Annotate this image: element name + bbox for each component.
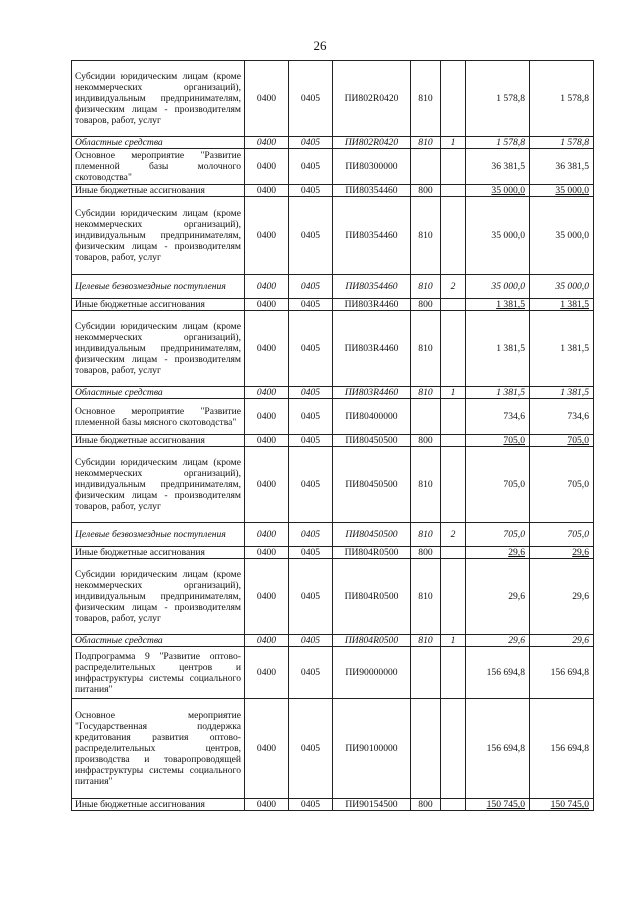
- target-article-code: ПИ80300000: [333, 149, 411, 185]
- row-name: Целевые безвозмездные поступления: [72, 523, 245, 547]
- table-row: [72, 699, 594, 799]
- subsection-code: 0405: [289, 399, 333, 435]
- target-article-code: ПИ804R0500: [333, 635, 411, 647]
- amount-1: 29,6: [466, 559, 530, 635]
- subsection-code: 0405: [289, 447, 333, 523]
- amount-1: 156 694,8: [466, 699, 530, 799]
- target-article-code: ПИ804R0500: [333, 547, 411, 559]
- row-name: Областные средства: [72, 137, 245, 149]
- source-code: [441, 185, 466, 197]
- section-code: 0400: [245, 185, 289, 197]
- source-code: [441, 61, 466, 137]
- amount-2: 734,6: [530, 399, 594, 435]
- source-code: 1: [441, 137, 466, 149]
- amount-2: 1 578,8: [530, 137, 594, 149]
- row-name: Иные бюджетные ассигнования: [72, 299, 245, 311]
- section-code: 0400: [245, 699, 289, 799]
- amount-1: 35 000,0: [466, 197, 530, 275]
- target-article-code: ПИ803R4460: [333, 299, 411, 311]
- row-name: Иные бюджетные ассигнования: [72, 799, 245, 811]
- section-code: 0400: [245, 197, 289, 275]
- amount-1: 29,6: [466, 547, 530, 559]
- table-row: [72, 61, 594, 137]
- subsection-code: 0405: [289, 137, 333, 149]
- page-number: 26: [313, 38, 327, 53]
- section-code: 0400: [245, 311, 289, 387]
- expense-type-code: 810: [411, 137, 441, 149]
- source-code: [441, 399, 466, 435]
- subsection-code: 0405: [289, 299, 333, 311]
- amount-1: 156 694,8: [466, 647, 530, 699]
- row-name: Иные бюджетные ассигнования: [72, 547, 245, 559]
- expense-type-code: 810: [411, 523, 441, 547]
- amount-1: 1 381,5: [466, 311, 530, 387]
- expense-type-code: 810: [411, 197, 441, 275]
- subsection-code: 0405: [289, 699, 333, 799]
- row-name: Подпрограмма 9 "Развитие оптово-распределительных центров и инфраструктуры системы социального питания": [72, 647, 245, 699]
- subsection-code: 0405: [289, 387, 333, 399]
- section-code: 0400: [245, 399, 289, 435]
- row-name: Основное мероприятие "Развитие племенной базы мясного скотоводства": [72, 399, 245, 435]
- amount-1: 35 000,0: [466, 185, 530, 197]
- row-name: Субсидии юридическим лицам (кроме некоммерческих организаций), индивидуальным предпринимателям, физическим лицам - производителям товаров, работ, услуг: [72, 61, 245, 137]
- amount-2: 1 381,5: [530, 299, 594, 311]
- expense-type-code: 810: [411, 635, 441, 647]
- amount-2: 705,0: [530, 447, 594, 523]
- table-row: [72, 137, 594, 149]
- amount-2: 29,6: [530, 559, 594, 635]
- amount-2: 35 000,0: [530, 185, 594, 197]
- expense-type-code: 810: [411, 559, 441, 635]
- target-article-code: ПИ90000000: [333, 647, 411, 699]
- target-article-code: ПИ80354460: [333, 275, 411, 299]
- section-code: 0400: [245, 447, 289, 523]
- amount-2: 1 381,5: [530, 387, 594, 399]
- amount-1: 705,0: [466, 447, 530, 523]
- table-row: [72, 399, 594, 435]
- amount-2: 705,0: [530, 435, 594, 447]
- source-code: 2: [441, 523, 466, 547]
- amount-1: 36 381,5: [466, 149, 530, 185]
- table-row: [72, 447, 594, 523]
- table-row: [72, 547, 594, 559]
- amount-2: 29,6: [530, 635, 594, 647]
- subsection-code: 0405: [289, 435, 333, 447]
- source-code: [441, 311, 466, 387]
- subsection-code: 0405: [289, 799, 333, 811]
- section-code: 0400: [245, 523, 289, 547]
- target-article-code: ПИ803R4460: [333, 311, 411, 387]
- section-code: 0400: [245, 647, 289, 699]
- expense-type-code: 810: [411, 275, 441, 299]
- source-code: [441, 149, 466, 185]
- expense-type-code: [411, 149, 441, 185]
- subsection-code: 0405: [289, 311, 333, 387]
- expense-type-code: [411, 699, 441, 799]
- target-article-code: ПИ802R0420: [333, 137, 411, 149]
- amount-2: 35 000,0: [530, 275, 594, 299]
- amount-1: 1 578,8: [466, 61, 530, 137]
- section-code: 0400: [245, 149, 289, 185]
- source-code: [441, 699, 466, 799]
- source-code: 1: [441, 387, 466, 399]
- target-article-code: ПИ90100000: [333, 699, 411, 799]
- table-row: [72, 635, 594, 647]
- amount-2: 705,0: [530, 523, 594, 547]
- source-code: 2: [441, 275, 466, 299]
- expense-type-code: 800: [411, 435, 441, 447]
- row-name: Областные средства: [72, 387, 245, 399]
- table-row: [72, 647, 594, 699]
- target-article-code: ПИ803R4460: [333, 387, 411, 399]
- table-row: [72, 523, 594, 547]
- subsection-code: 0405: [289, 275, 333, 299]
- expense-type-code: 810: [411, 387, 441, 399]
- section-code: 0400: [245, 547, 289, 559]
- section-code: 0400: [245, 299, 289, 311]
- section-code: 0400: [245, 435, 289, 447]
- amount-1: 35 000,0: [466, 275, 530, 299]
- target-article-code: ПИ80354460: [333, 197, 411, 275]
- row-name: Субсидии юридическим лицам (кроме некоммерческих организаций), индивидуальным предпринимателям, физическим лицам - производителям товаров, работ, услуг: [72, 559, 245, 635]
- amount-1: 705,0: [466, 523, 530, 547]
- table-row: [72, 387, 594, 399]
- section-code: 0400: [245, 275, 289, 299]
- row-name: Субсидии юридическим лицам (кроме некоммерческих организаций), индивидуальным предпринимателям, физическим лицам - производителям товаров, работ, услуг: [72, 447, 245, 523]
- amount-1: 29,6: [466, 635, 530, 647]
- section-code: 0400: [245, 635, 289, 647]
- source-code: 1: [441, 635, 466, 647]
- expense-type-code: 810: [411, 447, 441, 523]
- amount-1: 1 381,5: [466, 299, 530, 311]
- source-code: [441, 435, 466, 447]
- expense-type-code: 800: [411, 185, 441, 197]
- table-row: [72, 435, 594, 447]
- table-row: [72, 185, 594, 197]
- target-article-code: ПИ804R0500: [333, 559, 411, 635]
- amount-2: 35 000,0: [530, 197, 594, 275]
- target-article-code: ПИ80354460: [333, 185, 411, 197]
- row-name: Субсидии юридическим лицам (кроме некоммерческих организаций), индивидуальным предпринимателям, физическим лицам - производителям товаров, работ, услуг: [72, 311, 245, 387]
- row-name: Основное мероприятие "Развитие племенной базы молочного скотоводства": [72, 149, 245, 185]
- subsection-code: 0405: [289, 149, 333, 185]
- amount-2: 1 578,8: [530, 61, 594, 137]
- section-code: 0400: [245, 137, 289, 149]
- table-row: [72, 311, 594, 387]
- source-code: [441, 647, 466, 699]
- amount-2: 156 694,8: [530, 647, 594, 699]
- subsection-code: 0405: [289, 559, 333, 635]
- amount-2: 156 694,8: [530, 699, 594, 799]
- row-name: Иные бюджетные ассигнования: [72, 185, 245, 197]
- table-row: [72, 275, 594, 299]
- target-article-code: ПИ80400000: [333, 399, 411, 435]
- subsection-code: 0405: [289, 647, 333, 699]
- budget-table: [71, 60, 594, 811]
- source-code: [441, 799, 466, 811]
- amount-1: 705,0: [466, 435, 530, 447]
- table-row: [72, 559, 594, 635]
- amount-1: 150 745,0: [466, 799, 530, 811]
- row-name: Целевые безвозмездные поступления: [72, 275, 245, 299]
- source-code: [441, 299, 466, 311]
- amount-2: 36 381,5: [530, 149, 594, 185]
- source-code: [441, 559, 466, 635]
- source-code: [441, 447, 466, 523]
- source-code: [441, 197, 466, 275]
- expense-type-code: 800: [411, 799, 441, 811]
- target-article-code: ПИ802R0420: [333, 61, 411, 137]
- section-code: 0400: [245, 799, 289, 811]
- subsection-code: 0405: [289, 61, 333, 137]
- row-name: Областные средства: [72, 635, 245, 647]
- subsection-code: 0405: [289, 185, 333, 197]
- table-row: [72, 197, 594, 275]
- amount-1: 734,6: [466, 399, 530, 435]
- table-row: [72, 799, 594, 811]
- expense-type-code: [411, 647, 441, 699]
- subsection-code: 0405: [289, 197, 333, 275]
- expense-type-code: [411, 399, 441, 435]
- target-article-code: ПИ80450500: [333, 523, 411, 547]
- amount-2: 29,6: [530, 547, 594, 559]
- target-article-code: ПИ90154500: [333, 799, 411, 811]
- source-code: [441, 547, 466, 559]
- table-row: [72, 149, 594, 185]
- expense-type-code: 800: [411, 299, 441, 311]
- row-name: Иные бюджетные ассигнования: [72, 435, 245, 447]
- amount-1: 1 381,5: [466, 387, 530, 399]
- subsection-code: 0405: [289, 635, 333, 647]
- amount-2: 150 745,0: [530, 799, 594, 811]
- amount-2: 1 381,5: [530, 311, 594, 387]
- row-name: Субсидии юридическим лицам (кроме некоммерческих организаций), индивидуальным предпринимателям, физическим лицам - производителям товаров, работ, услуг: [72, 197, 245, 275]
- row-name: Основное мероприятие "Государственная поддержка кредитования развития оптово-распределительных центров, производства и товаропроводящей инфраструктуры системы социального питания": [72, 699, 245, 799]
- section-code: 0400: [245, 61, 289, 137]
- section-code: 0400: [245, 559, 289, 635]
- expense-type-code: 800: [411, 547, 441, 559]
- section-code: 0400: [245, 387, 289, 399]
- subsection-code: 0405: [289, 547, 333, 559]
- target-article-code: ПИ80450500: [333, 447, 411, 523]
- expense-type-code: 810: [411, 61, 441, 137]
- subsection-code: 0405: [289, 523, 333, 547]
- expense-type-code: 810: [411, 311, 441, 387]
- amount-1: 1 578,8: [466, 137, 530, 149]
- target-article-code: ПИ80450500: [333, 435, 411, 447]
- table-row: [72, 299, 594, 311]
